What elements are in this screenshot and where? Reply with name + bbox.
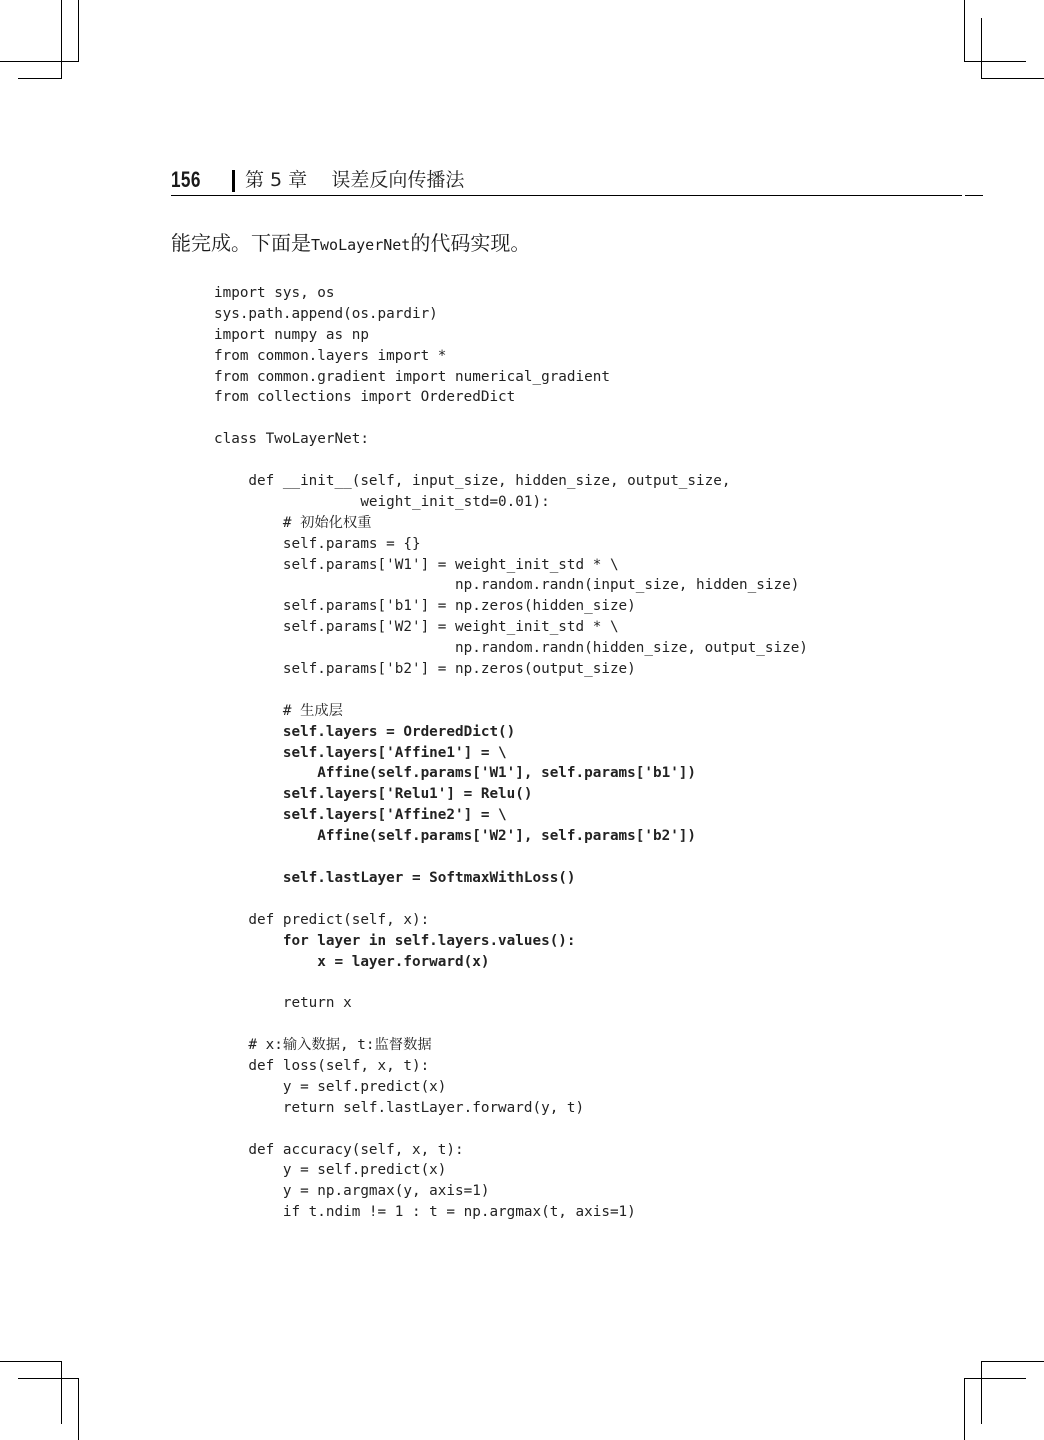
code-line: import sys, os [214,285,335,301]
crop-mark-bottom-right-v2 [981,1362,982,1424]
code-line [214,1119,808,1140]
crop-mark-top-right-v1 [964,0,965,62]
code-line: self.layers['Affine2'] = \ [214,807,507,824]
code-line: import numpy as np [214,326,369,343]
intro-code-term: TwoLayerNet [311,236,411,254]
running-header [171,166,983,198]
code-line: # x:输入数据, t:监督数据 [214,1037,432,1054]
code-line: return x [214,995,352,1012]
crop-mark-bottom-right-h2 [964,1378,1026,1379]
code-line: sys.path.append(os.pardir) [214,305,438,322]
code-line: Affine(self.params['W2'], self.params['b2']) [214,828,697,845]
code-listing [214,283,808,1223]
code-line [214,889,808,910]
code-line [214,408,808,429]
crop-mark-bottom-left-h1 [0,1361,62,1362]
crop-mark-top-left-v2 [78,0,79,62]
crop-mark-bottom-right-h1 [981,1361,1044,1362]
code-line: Affine(self.params['W1'], self.params['b1']) [214,765,697,782]
code-line [214,1014,808,1035]
code-line: y = self.predict(x) [214,1078,447,1095]
crop-mark-bottom-left-v2 [78,1379,79,1440]
code-line: x = layer.forward(x) [214,953,490,970]
code-line: self.params = {} [214,535,421,552]
code-line: # 初始化权重 [214,514,372,531]
code-line: class TwoLayerNet: [214,431,369,448]
code-line: self.lastLayer = SoftmaxWithLoss() [214,869,576,886]
code-line: return self.lastLayer.forward(y, t) [214,1099,585,1116]
chapter-title: 第 5 章 误差反向传播法 [245,169,465,191]
code-line: for layer in self.layers.values(): [214,932,576,949]
code-line [214,847,808,868]
code-line: if t.ndim != 1 : t = np.argmax(t, axis=1) [214,1204,636,1221]
crop-mark-top-left-v1 [61,0,62,78]
code-line: self.params['b1'] = np.zeros(hidden_size) [214,598,636,615]
crop-mark-top-right-h1 [964,61,1026,62]
code-line: # 生成层 [214,702,343,719]
code-line: y = np.argmax(y, axis=1) [214,1183,490,1200]
intro-paragraph [171,229,530,259]
crop-mark-top-right-v2 [981,18,982,79]
code-line: self.params['W1'] = weight_init_std * \ [214,556,619,573]
page-number: 156 [171,167,201,192]
code-line: def loss(self, x, t): [214,1057,430,1074]
crop-mark-bottom-right-v1 [964,1379,965,1440]
header-separator-bar [232,170,235,192]
code-line: def __init__(self, input_size, hidden_size, output_size, [214,473,731,490]
intro-text-after: 的代码实现。 [410,231,531,255]
header-rule [171,195,962,196]
code-line: y = self.predict(x) [214,1162,447,1179]
crop-mark-bottom-left-v1 [61,1362,62,1424]
code-line: from collections import OrderedDict [214,389,516,406]
code-line: self.layers = OrderedDict() [214,723,516,740]
code-line: from common.layers import * [214,347,447,364]
intro-text-before: 能完成。下面是 [171,231,311,255]
crop-mark-top-right-h2 [981,78,1044,79]
crop-mark-top-left-h2 [18,78,62,79]
code-line [214,972,808,993]
code-line: self.params['W2'] = weight_init_std * \ [214,619,619,636]
code-line: from common.gradient import numerical_gradient [214,368,610,385]
crop-mark-bottom-left-h2 [18,1378,79,1379]
code-line [214,680,808,701]
code-line: np.random.randn(hidden_size, output_size) [214,640,808,657]
code-line: self.params['b2'] = np.zeros(output_size) [214,661,636,678]
code-line: self.layers['Affine1'] = \ [214,744,507,761]
code-line: np.random.randn(input_size, hidden_size) [214,577,800,594]
code-line: def predict(self, x): [214,911,430,928]
crop-mark-top-left-h1 [0,61,79,62]
code-line [214,450,808,471]
code-line: self.layers['Relu1'] = Relu() [214,786,533,803]
code-line: weight_init_std=0.01): [214,493,550,510]
header-rule-extension [965,195,983,196]
code-line: def accuracy(self, x, t): [214,1141,464,1158]
